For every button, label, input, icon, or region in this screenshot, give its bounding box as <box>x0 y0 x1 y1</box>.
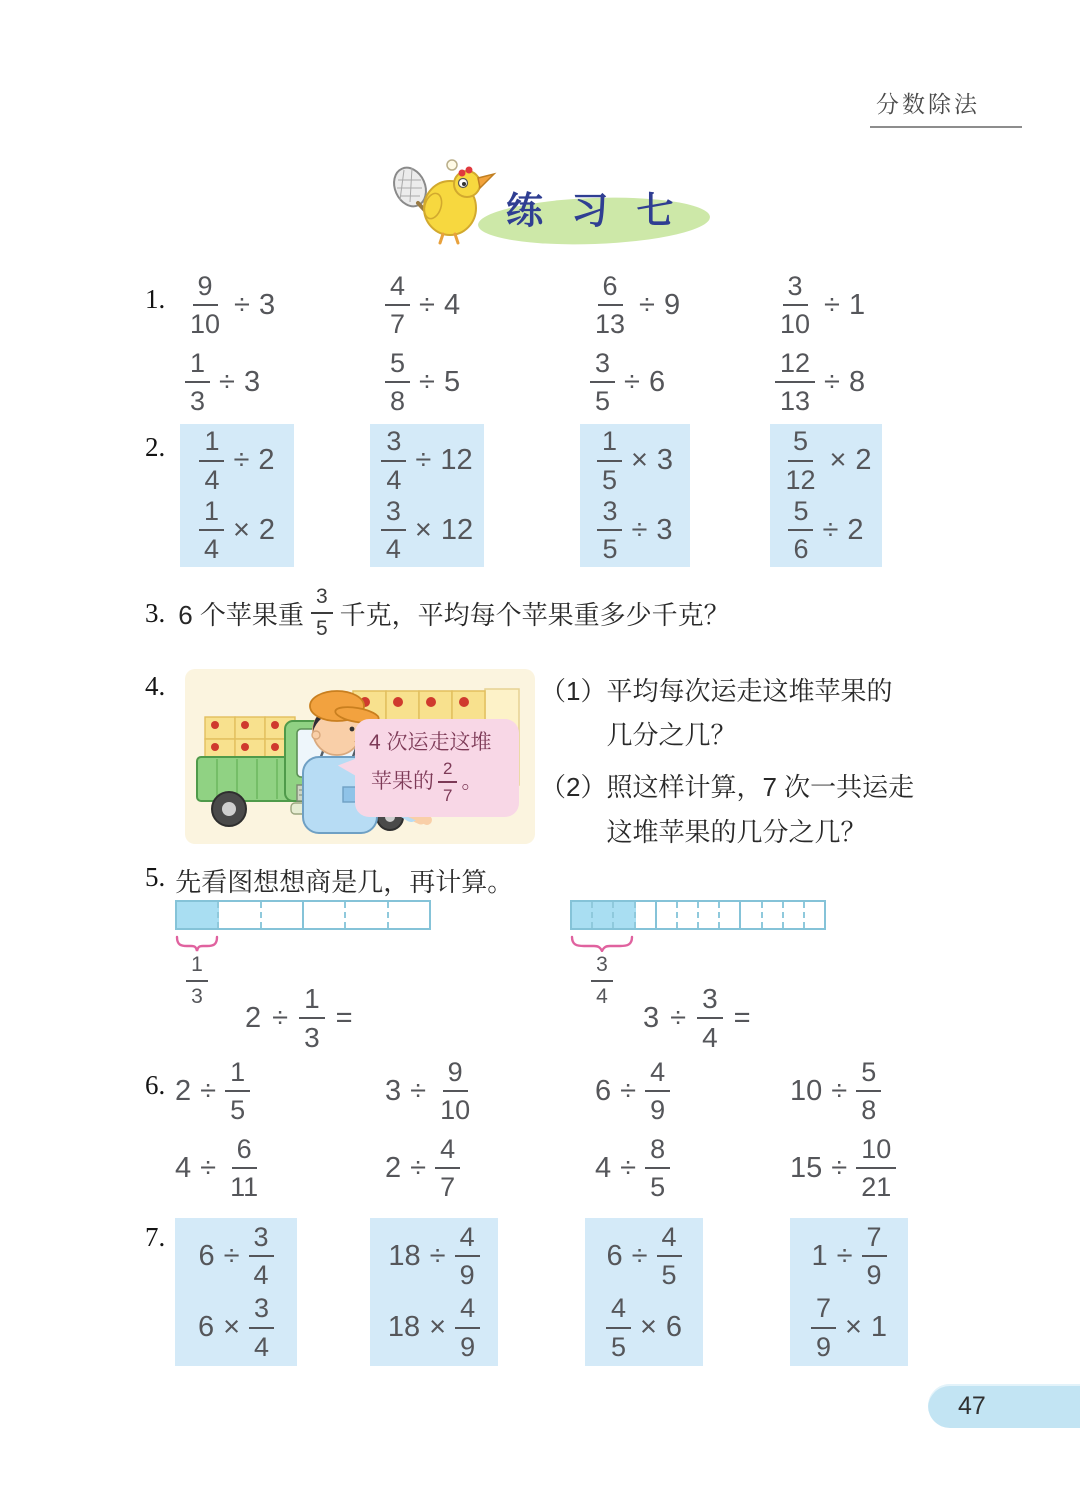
fraction: $\frac{3}{4}$ <box>249 1294 274 1361</box>
question-line: 这堆苹果的几分之几？ <box>606 816 867 847</box>
problem-number: 1. <box>145 284 166 314</box>
operator: ÷ <box>219 365 235 398</box>
fraction: $\frac{1}{5}$ <box>597 427 622 494</box>
fraction: $\frac{7}{9}$ <box>811 1294 836 1361</box>
page-title: 练 习 七 <box>506 190 683 231</box>
number: 6 <box>665 1311 683 1344</box>
math-expression <box>775 272 955 339</box>
fraction-label <box>186 954 208 1008</box>
expression-row <box>185 272 1045 339</box>
bar-cell <box>699 902 720 928</box>
number: 4 <box>595 1151 612 1184</box>
math-expression <box>606 1294 682 1361</box>
fraction: $\frac{4}{9}$ <box>645 1058 670 1125</box>
math-expression <box>385 1135 595 1202</box>
math-expression <box>597 497 672 564</box>
bubble-line-1: 4 次运走这堆 <box>369 731 492 754</box>
page-number: 47 <box>958 1391 986 1420</box>
fraction: $\frac{3}{4}$ <box>249 1223 274 1290</box>
number: 5 <box>443 365 461 398</box>
problem-number: 5. <box>145 862 166 892</box>
math-expression <box>811 1223 886 1290</box>
number: 2 <box>847 513 864 546</box>
number: 15 <box>790 1151 823 1184</box>
problem-4 <box>145 663 1065 853</box>
bar-label <box>570 954 634 1008</box>
fraction: $\frac{3}{5}$ <box>311 586 333 640</box>
problem-5 <box>145 862 1065 1062</box>
operator: ÷ <box>410 1151 427 1184</box>
number: 1 <box>870 1311 888 1344</box>
operator: ÷ <box>822 513 839 546</box>
bar-cell <box>219 902 261 928</box>
chick-with-racket-icon <box>388 150 500 246</box>
math-expression <box>606 1223 681 1290</box>
math-expression <box>245 984 353 1053</box>
operator: ÷ <box>233 444 250 477</box>
operator: ÷ <box>415 444 432 477</box>
math-expression <box>780 427 871 494</box>
exercise-box <box>770 424 882 567</box>
operator: ÷ <box>620 1074 637 1107</box>
operator: ÷ <box>429 1239 446 1272</box>
number: 9 <box>663 288 681 321</box>
equation <box>643 984 751 1053</box>
fraction: $\frac{10}{21}$ <box>856 1135 896 1202</box>
operator: ÷ <box>234 288 250 321</box>
question-line: 几分之几？ <box>606 720 737 751</box>
number: 1 <box>848 288 866 321</box>
fraction: $\frac{1}{3}$ <box>185 349 210 416</box>
text-run: 苹果的 <box>371 770 434 794</box>
number: 2 <box>385 1151 402 1184</box>
bar-label <box>175 954 219 1008</box>
math-expression <box>597 427 673 494</box>
math-expression <box>595 1135 790 1202</box>
math-expression <box>185 349 385 416</box>
fraction: $\frac{1}{5}$ <box>225 1058 250 1125</box>
bar-cell <box>593 902 614 928</box>
number: 12 <box>440 513 474 546</box>
operator: ÷ <box>200 1074 217 1107</box>
fraction: $\frac{3}{4}$ <box>381 497 406 564</box>
exercise-box <box>585 1218 703 1366</box>
math-expression <box>198 1223 273 1290</box>
text-run: 。 <box>461 770 483 794</box>
question-text <box>606 765 914 853</box>
operator: ÷ <box>836 1239 853 1272</box>
math-expression <box>590 349 775 416</box>
operator: × <box>639 1311 657 1344</box>
fraction: $\frac{4}{5}$ <box>657 1223 682 1290</box>
operator: ÷ <box>824 365 840 398</box>
operator: ÷ <box>223 1239 240 1272</box>
number: 2 <box>855 444 872 477</box>
fraction: $\frac{9}{10}$ <box>190 271 221 340</box>
bar-cell <box>614 902 635 928</box>
operator: × <box>223 1311 241 1344</box>
math-expression <box>590 272 775 339</box>
math-expression <box>199 497 275 564</box>
fraction: $\frac{5}{8}$ <box>856 1058 881 1125</box>
problem-number: 4. <box>145 671 166 701</box>
exercise-box <box>580 424 690 567</box>
bar-cell <box>346 902 388 928</box>
number: 3 <box>258 288 276 321</box>
fraction: $\frac{4}{7}$ <box>435 1135 460 1202</box>
number: 18 <box>387 1311 421 1344</box>
math-expression <box>175 1058 385 1125</box>
number: 6 <box>648 365 666 398</box>
fraction: $\frac{12}{13}$ <box>775 349 815 416</box>
number: 10 <box>790 1074 823 1107</box>
math-expression <box>185 272 385 339</box>
operator: ÷ <box>624 365 640 398</box>
exercise-box <box>180 424 294 567</box>
bar-cell <box>741 902 762 928</box>
fraction: $\frac{5}{12}$ <box>785 426 816 495</box>
expression-row <box>175 1058 1065 1125</box>
number: 3 <box>656 444 674 477</box>
math-expression <box>198 1294 274 1361</box>
number: 3 <box>656 513 673 546</box>
fraction: $\frac{3}{5}$ <box>590 349 615 416</box>
number: 6 <box>606 1239 623 1272</box>
fraction-label <box>591 954 613 1008</box>
bar-cell <box>572 902 593 928</box>
bar-cell <box>177 902 219 928</box>
operator: × <box>630 444 648 477</box>
operator: ÷ <box>419 288 435 321</box>
problem-1 <box>145 272 1045 415</box>
exercise-box <box>175 1218 297 1366</box>
bar-cell <box>784 902 805 928</box>
fraction: $\frac{8}{5}$ <box>645 1135 670 1202</box>
fraction: $\frac{7}{9}$ <box>862 1223 887 1290</box>
brace-icon <box>175 934 219 952</box>
bubble-line-2 <box>369 760 484 806</box>
number: 8 <box>848 365 866 398</box>
number: 2 <box>258 444 275 477</box>
problem-2 <box>145 424 1045 570</box>
question-line: 照这样计算，7 次一共运走 <box>606 772 915 803</box>
problem-number: 3. <box>145 597 166 628</box>
fraction: $\frac{1}{4}$ <box>199 427 224 494</box>
bar-cell <box>720 902 741 928</box>
operator: ÷ <box>631 513 648 546</box>
math-expression <box>388 1294 480 1361</box>
math-expression <box>643 984 751 1053</box>
math-expression <box>381 427 472 494</box>
operator: ÷ <box>670 1001 687 1034</box>
bar-cell <box>636 902 657 928</box>
number: 3 <box>243 365 261 398</box>
problem-number: 2. <box>145 432 166 462</box>
operator: ÷ <box>639 288 655 321</box>
text-run: 千克，平均每个苹果重多少千克？ <box>339 599 730 630</box>
fraction: $\frac{4}{9}$ <box>455 1294 480 1361</box>
operator: ÷ <box>272 1001 289 1034</box>
expression-row <box>185 349 1045 416</box>
equation <box>245 984 353 1053</box>
number: 12 <box>440 444 473 477</box>
operator: ÷ <box>419 365 435 398</box>
fraction: $\frac{5}{8}$ <box>385 349 410 416</box>
number: 4 <box>175 1151 192 1184</box>
number: 6 <box>198 1239 215 1272</box>
exercise-title-block <box>388 150 728 250</box>
operator: ÷ <box>824 288 840 321</box>
bar-cell <box>805 902 824 928</box>
math-expression <box>385 349 590 416</box>
fraction-bar-diagram <box>175 900 431 930</box>
text-run: 6 个苹果重 <box>178 599 304 630</box>
bar-cell <box>657 902 678 928</box>
brace-icon <box>570 934 634 952</box>
fraction-bar-diagram <box>570 900 826 930</box>
fraction: $\frac{1}{3}$ <box>186 954 208 1008</box>
problem-heading <box>145 862 1065 899</box>
fraction: $\frac{1}{4}$ <box>199 497 224 564</box>
question-line: 平均每次运走这堆苹果的 <box>606 676 893 706</box>
chapter-label: 分数除法 <box>870 86 1022 128</box>
problem-7 <box>145 1212 1065 1368</box>
bar-cell <box>678 902 699 928</box>
question-label: （2） <box>540 772 607 803</box>
number: 2 <box>245 1001 262 1034</box>
number: 3 <box>385 1074 402 1107</box>
page-number-pill <box>928 1384 1080 1428</box>
exercise-box <box>790 1218 908 1366</box>
math-expression <box>775 349 955 416</box>
exercise-box <box>370 424 484 567</box>
math-expression <box>790 1058 980 1125</box>
number: 3 <box>643 1001 660 1034</box>
math-expression <box>381 497 473 564</box>
number: 1 <box>811 1239 828 1272</box>
fraction: $\frac{3}{5}$ <box>597 497 622 564</box>
operator: ÷ <box>620 1151 637 1184</box>
operator: ÷ <box>831 1151 848 1184</box>
fraction: $\frac{1}{3}$ <box>299 984 325 1053</box>
operator: × <box>429 1311 447 1344</box>
question-list <box>540 669 960 854</box>
number: 6 <box>197 1311 215 1344</box>
fraction: $\frac{4}{5}$ <box>606 1294 631 1361</box>
fraction: $\frac{4}{9}$ <box>455 1223 480 1290</box>
math-expression <box>811 1294 887 1361</box>
truck-illustration <box>185 669 535 844</box>
problem-3 <box>145 586 733 640</box>
operator: × <box>829 444 847 477</box>
number: 4 <box>443 288 461 321</box>
question-label: （1） <box>540 676 607 706</box>
operator: ÷ <box>200 1151 217 1184</box>
fraction: $\frac{5}{6}$ <box>788 497 813 564</box>
fraction: $\frac{3}{4}$ <box>381 427 406 494</box>
operator: ÷ <box>631 1239 648 1272</box>
fraction: $\frac{9}{10}$ <box>440 1057 471 1126</box>
fraction: $\frac{3}{4}$ <box>697 984 723 1053</box>
fraction: $\frac{3}{4}$ <box>591 954 613 1008</box>
instruction-text: 先看图想想商是几，再计算。 <box>175 867 514 897</box>
math-expression <box>595 1058 790 1125</box>
problem-number: 6. <box>145 1070 166 1100</box>
fraction: $\frac{6}{11}$ <box>230 1133 259 1203</box>
fraction: $\frac{2}{7}$ <box>438 760 457 806</box>
fraction: $\frac{3}{10}$ <box>780 271 811 340</box>
problem-text <box>175 586 732 640</box>
math-expression <box>788 497 863 564</box>
math-expression <box>388 1223 479 1290</box>
operator: × <box>414 513 432 546</box>
problem-6 <box>145 1058 1065 1201</box>
expression-row <box>175 1135 1065 1202</box>
question-item <box>540 765 960 853</box>
operator: × <box>844 1311 862 1344</box>
bar-cell <box>763 902 784 928</box>
math-expression <box>790 1135 980 1202</box>
bar-cell <box>262 902 304 928</box>
bar-cell <box>389 902 429 928</box>
number: 18 <box>388 1239 421 1272</box>
problem-number: 7. <box>145 1222 166 1252</box>
operator: = <box>335 1001 353 1034</box>
math-expression <box>175 1135 385 1202</box>
number: 2 <box>258 513 276 546</box>
question-text <box>606 669 892 757</box>
fraction: $\frac{6}{13}$ <box>595 271 626 340</box>
operator: ÷ <box>831 1074 848 1107</box>
fraction: $\frac{4}{7}$ <box>385 272 410 339</box>
operator: × <box>232 513 250 546</box>
question-item <box>540 669 960 757</box>
math-expression <box>385 272 590 339</box>
operator: ÷ <box>410 1074 427 1107</box>
math-expression <box>385 1058 595 1125</box>
speech-bubble <box>355 719 519 817</box>
exercise-box <box>370 1218 498 1366</box>
number: 2 <box>175 1074 192 1107</box>
number: 6 <box>595 1074 612 1107</box>
operator: = <box>733 1001 751 1034</box>
bar-cell <box>304 902 346 928</box>
math-expression <box>199 427 274 494</box>
